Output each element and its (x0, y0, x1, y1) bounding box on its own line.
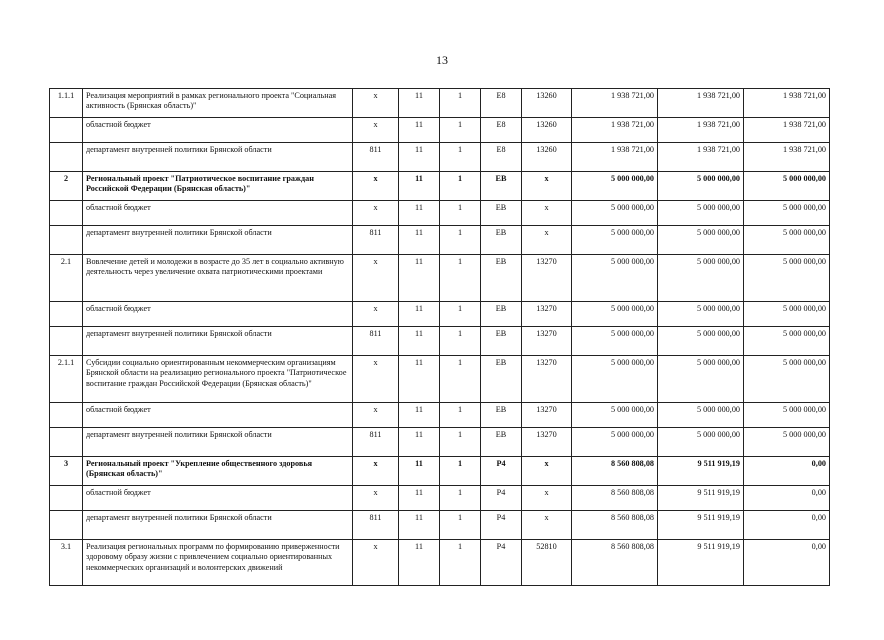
row-name-cell: департамент внутренней политики Брянской области (83, 327, 353, 356)
code-cell: 11 (399, 540, 440, 586)
row-number-cell: 1.1.1 (50, 89, 83, 118)
code-cell: 13270 (522, 302, 572, 327)
amount-cell: 0,00 (744, 457, 830, 486)
code-cell: x (353, 201, 399, 226)
code-cell: 1 (440, 255, 481, 302)
code-cell: 811 (353, 511, 399, 540)
code-cell: 11 (399, 143, 440, 172)
amount-cell: 1 938 721,00 (744, 118, 830, 143)
amount-cell: 1 938 721,00 (658, 89, 744, 118)
code-cell: 13260 (522, 143, 572, 172)
amount-cell: 5 000 000,00 (658, 327, 744, 356)
code-cell: 52810 (522, 540, 572, 586)
table-row (50, 172, 830, 201)
table-row (50, 201, 830, 226)
row-number-cell (50, 511, 83, 540)
row-name-cell: областной бюджет (83, 201, 353, 226)
code-cell: 11 (399, 255, 440, 302)
code-cell: 1 (440, 356, 481, 403)
code-cell: 11 (399, 226, 440, 255)
code-cell: 13270 (522, 327, 572, 356)
table-row (50, 403, 830, 428)
code-cell: E8 (481, 89, 522, 118)
table-row (50, 302, 830, 327)
code-cell: EB (481, 226, 522, 255)
amount-cell: 0,00 (744, 511, 830, 540)
code-cell: 1 (440, 540, 481, 586)
amount-cell: 5 000 000,00 (658, 302, 744, 327)
row-number-cell (50, 327, 83, 356)
code-cell: 811 (353, 428, 399, 457)
code-cell: 1 (440, 302, 481, 327)
amount-cell: 5 000 000,00 (744, 255, 830, 302)
table-row (50, 540, 830, 586)
code-cell: 13270 (522, 356, 572, 403)
amount-cell: 5 000 000,00 (658, 255, 744, 302)
code-cell: x (353, 486, 399, 511)
code-cell: EB (481, 327, 522, 356)
code-cell: EB (481, 172, 522, 201)
row-number-cell (50, 201, 83, 226)
table-row (50, 143, 830, 172)
code-cell: 11 (399, 403, 440, 428)
amount-cell: 5 000 000,00 (572, 302, 658, 327)
code-cell: x (522, 457, 572, 486)
amount-cell: 5 000 000,00 (744, 403, 830, 428)
row-number-cell (50, 403, 83, 428)
code-cell: x (353, 302, 399, 327)
amount-cell: 5 000 000,00 (572, 172, 658, 201)
code-cell: 1 (440, 428, 481, 457)
row-name-cell: Вовлечение детей и молодежи в возрасте до 35 лет в социально активную деятельность через увеличение охвата патриотическими проектами (83, 255, 353, 302)
code-cell: x (353, 89, 399, 118)
code-cell: 1 (440, 403, 481, 428)
amount-cell: 5 000 000,00 (658, 403, 744, 428)
row-number-cell (50, 118, 83, 143)
code-cell: x (522, 226, 572, 255)
code-cell: E8 (481, 118, 522, 143)
amount-cell: 8 560 808,08 (572, 457, 658, 486)
row-name-cell: Реализация мероприятий в рамках регионального проекта "Социальная активность (Брянская область)" (83, 89, 353, 118)
code-cell: 1 (440, 226, 481, 255)
amount-cell: 5 000 000,00 (658, 428, 744, 457)
code-cell: 811 (353, 226, 399, 255)
amount-cell: 5 000 000,00 (572, 201, 658, 226)
amount-cell: 1 938 721,00 (572, 143, 658, 172)
code-cell: EB (481, 255, 522, 302)
amount-cell: 9 511 919,19 (658, 486, 744, 511)
amount-cell: 5 000 000,00 (658, 201, 744, 226)
table-row (50, 511, 830, 540)
table-row (50, 457, 830, 486)
row-name-cell: областной бюджет (83, 302, 353, 327)
code-cell: x (522, 511, 572, 540)
table-row (50, 118, 830, 143)
code-cell: x (353, 118, 399, 143)
amount-cell: 5 000 000,00 (658, 226, 744, 255)
row-number-cell: 2.1.1 (50, 356, 83, 403)
row-number-cell: 3.1 (50, 540, 83, 586)
row-name-cell: областной бюджет (83, 403, 353, 428)
code-cell: 11 (399, 356, 440, 403)
code-cell: x (353, 457, 399, 486)
amount-cell: 1 938 721,00 (658, 118, 744, 143)
amount-cell: 5 000 000,00 (744, 302, 830, 327)
code-cell: x (353, 403, 399, 428)
code-cell: x (353, 356, 399, 403)
row-name-cell: департамент внутренней политики Брянской области (83, 511, 353, 540)
code-cell: x (353, 172, 399, 201)
code-cell: x (353, 255, 399, 302)
amount-cell: 5 000 000,00 (744, 226, 830, 255)
code-cell: 11 (399, 486, 440, 511)
amount-cell: 5 000 000,00 (744, 327, 830, 356)
amount-cell: 9 511 919,19 (658, 457, 744, 486)
table-row (50, 226, 830, 255)
amount-cell: 1 938 721,00 (658, 143, 744, 172)
row-number-cell (50, 428, 83, 457)
code-cell: EB (481, 302, 522, 327)
code-cell: P4 (481, 540, 522, 586)
row-name-cell: департамент внутренней политики Брянской области (83, 143, 353, 172)
code-cell: x (353, 540, 399, 586)
amount-cell: 5 000 000,00 (744, 201, 830, 226)
row-number-cell (50, 143, 83, 172)
code-cell: 11 (399, 172, 440, 201)
row-number-cell: 2 (50, 172, 83, 201)
amount-cell: 5 000 000,00 (744, 428, 830, 457)
code-cell: 11 (399, 428, 440, 457)
amount-cell: 8 560 808,08 (572, 511, 658, 540)
amount-cell: 5 000 000,00 (572, 255, 658, 302)
code-cell: x (522, 201, 572, 226)
code-cell: P4 (481, 511, 522, 540)
amount-cell: 0,00 (744, 540, 830, 586)
code-cell: 1 (440, 201, 481, 226)
code-cell: 11 (399, 457, 440, 486)
row-name-cell: областной бюджет (83, 486, 353, 511)
row-number-cell (50, 486, 83, 511)
table-row (50, 486, 830, 511)
budget-table (49, 88, 830, 586)
code-cell: EB (481, 403, 522, 428)
row-name-cell: Субсидии социально ориентированным некоммерческим организациям Брянской области на реализацию регионального проекта "Патриотическое воспитание граждан Российской Федерации (Брянская область)" (83, 356, 353, 403)
amount-cell: 1 938 721,00 (572, 118, 658, 143)
row-name-cell: департамент внутренней политики Брянской области (83, 226, 353, 255)
code-cell: 1 (440, 143, 481, 172)
code-cell: E8 (481, 143, 522, 172)
row-number-cell: 2.1 (50, 255, 83, 302)
code-cell: EB (481, 356, 522, 403)
code-cell: 1 (440, 511, 481, 540)
code-cell: x (522, 172, 572, 201)
code-cell: 811 (353, 143, 399, 172)
code-cell: 1 (440, 89, 481, 118)
row-name-cell: областной бюджет (83, 118, 353, 143)
code-cell: 13270 (522, 255, 572, 302)
code-cell: x (522, 486, 572, 511)
row-name-cell: Региональный проект "Патриотическое воспитание граждан Российской Федерации (Брянская область)" (83, 172, 353, 201)
table-row (50, 428, 830, 457)
code-cell: 11 (399, 118, 440, 143)
row-name-cell: Реализация региональных программ по формированию приверженности здоровому образу жизни с привлечением социально ориентированных некоммерческих организаций и волонтерских движений (83, 540, 353, 586)
code-cell: 11 (399, 511, 440, 540)
code-cell: 1 (440, 172, 481, 201)
amount-cell: 9 511 919,19 (658, 540, 744, 586)
code-cell: 13260 (522, 118, 572, 143)
amount-cell: 8 560 808,08 (572, 486, 658, 511)
code-cell: 13270 (522, 403, 572, 428)
row-name-cell: Региональный проект "Укрепление общественного здоровья (Брянская область)" (83, 457, 353, 486)
table-row (50, 327, 830, 356)
table-row (50, 255, 830, 302)
code-cell: 11 (399, 89, 440, 118)
code-cell: P4 (481, 457, 522, 486)
amount-cell: 1 938 721,00 (744, 89, 830, 118)
code-cell: 11 (399, 201, 440, 226)
code-cell: 1 (440, 118, 481, 143)
amount-cell: 5 000 000,00 (572, 356, 658, 403)
amount-cell: 8 560 808,08 (572, 540, 658, 586)
amount-cell: 5 000 000,00 (658, 356, 744, 403)
code-cell: EB (481, 428, 522, 457)
amount-cell: 0,00 (744, 486, 830, 511)
amount-cell: 5 000 000,00 (572, 226, 658, 255)
amount-cell: 5 000 000,00 (572, 428, 658, 457)
code-cell: 11 (399, 327, 440, 356)
table-row (50, 89, 830, 118)
amount-cell: 5 000 000,00 (572, 327, 658, 356)
amount-cell: 1 938 721,00 (744, 143, 830, 172)
amount-cell: 1 938 721,00 (572, 89, 658, 118)
code-cell: 13260 (522, 89, 572, 118)
row-number-cell (50, 302, 83, 327)
row-number-cell: 3 (50, 457, 83, 486)
code-cell: 1 (440, 486, 481, 511)
code-cell: 13270 (522, 428, 572, 457)
page-number: 13 (436, 53, 448, 67)
code-cell: 11 (399, 302, 440, 327)
code-cell: 1 (440, 457, 481, 486)
code-cell: 1 (440, 327, 481, 356)
amount-cell: 5 000 000,00 (744, 172, 830, 201)
row-number-cell (50, 226, 83, 255)
row-name-cell: департамент внутренней политики Брянской области (83, 428, 353, 457)
code-cell: EB (481, 201, 522, 226)
table-row (50, 356, 830, 403)
code-cell: P4 (481, 486, 522, 511)
amount-cell: 5 000 000,00 (744, 356, 830, 403)
amount-cell: 5 000 000,00 (658, 172, 744, 201)
amount-cell: 5 000 000,00 (572, 403, 658, 428)
code-cell: 811 (353, 327, 399, 356)
amount-cell: 9 511 919,19 (658, 511, 744, 540)
